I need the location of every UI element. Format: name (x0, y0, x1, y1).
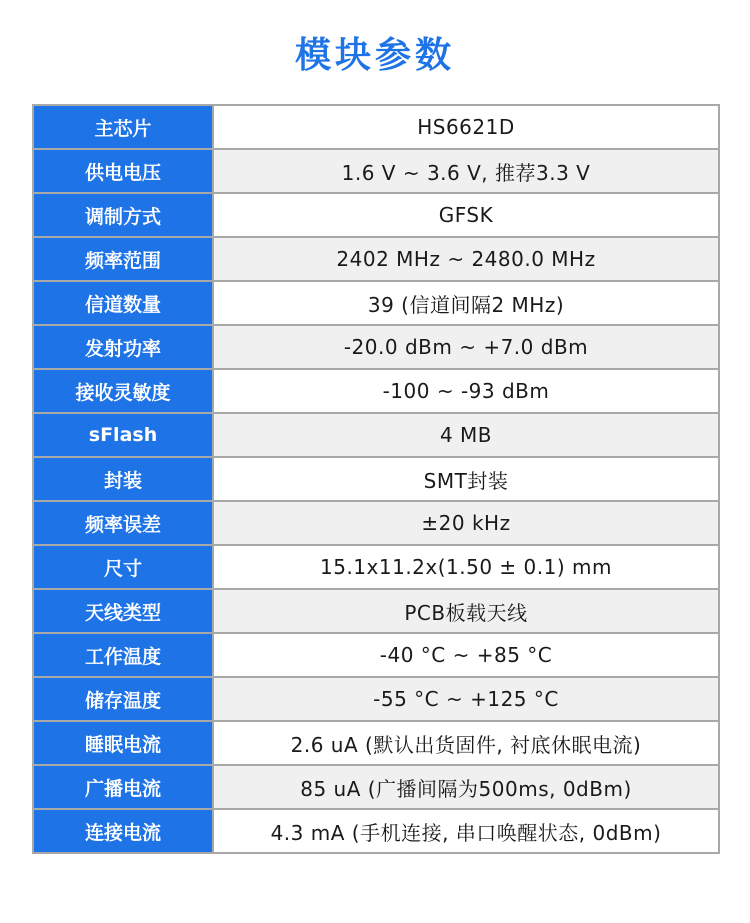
row-value: ±20 kHz (213, 501, 719, 545)
table-row (33, 501, 719, 545)
row-value: HS6621D (213, 105, 719, 149)
row-value: -20.0 dBm ~ +7.0 dBm (213, 325, 719, 369)
row-value: 85 uA (广播间隔为500ms, 0dBm) (213, 765, 719, 809)
table-row (33, 765, 719, 809)
row-value: 4.3 mA (手机连接, 串口唤醒状态, 0dBm) (213, 809, 719, 853)
row-label: 封装 (33, 457, 213, 501)
row-label: 广播电流 (33, 765, 213, 809)
row-value: -100 ~ -93 dBm (213, 369, 719, 413)
row-label: 频率范围 (33, 237, 213, 281)
table-row (33, 369, 719, 413)
table-row (33, 457, 719, 501)
row-value: -55 °C ~ +125 °C (213, 677, 719, 721)
row-label: 调制方式 (33, 193, 213, 237)
row-value: 39 (信道间隔2 MHz) (213, 281, 719, 325)
table-row (33, 721, 719, 765)
row-value: 1.6 V ~ 3.6 V, 推荐3.3 V (213, 149, 719, 193)
row-value: PCB板载天线 (213, 589, 719, 633)
row-label: 工作温度 (33, 633, 213, 677)
row-label: 连接电流 (33, 809, 213, 853)
table-row (33, 237, 719, 281)
page-title: 模块参数 (294, 35, 455, 76)
row-label: 接收灵敏度 (33, 369, 213, 413)
row-label: 储存温度 (33, 677, 213, 721)
row-value: 4 MB (213, 413, 719, 457)
table-row (33, 633, 719, 677)
table-row (33, 193, 719, 237)
row-label: 频率误差 (33, 501, 213, 545)
table-row (33, 105, 719, 149)
row-label: 天线类型 (33, 589, 213, 633)
row-label: 信道数量 (33, 281, 213, 325)
row-label: 尺寸 (33, 545, 213, 589)
table-row (33, 413, 719, 457)
table-row (33, 545, 719, 589)
row-value: SMT封装 (213, 457, 719, 501)
row-value: 2.6 uA (默认出货固件, 衬底休眠电流) (213, 721, 719, 765)
table-row (33, 809, 719, 853)
spec-table (32, 104, 720, 854)
table-row (33, 281, 719, 325)
row-value: GFSK (213, 193, 719, 237)
table-row (33, 149, 719, 193)
row-label: 主芯片 (33, 105, 213, 149)
row-label: sFlash (33, 413, 213, 457)
row-label: 睡眠电流 (33, 721, 213, 765)
row-value: 2402 MHz ~ 2480.0 MHz (213, 237, 719, 281)
table-row (33, 325, 719, 369)
table-row (33, 677, 719, 721)
row-label: 发射功率 (33, 325, 213, 369)
row-value: 15.1x11.2x(1.50 ± 0.1) mm (213, 545, 719, 589)
row-label: 供电电压 (33, 149, 213, 193)
row-value: -40 °C ~ +85 °C (213, 633, 719, 677)
table-row (33, 589, 719, 633)
